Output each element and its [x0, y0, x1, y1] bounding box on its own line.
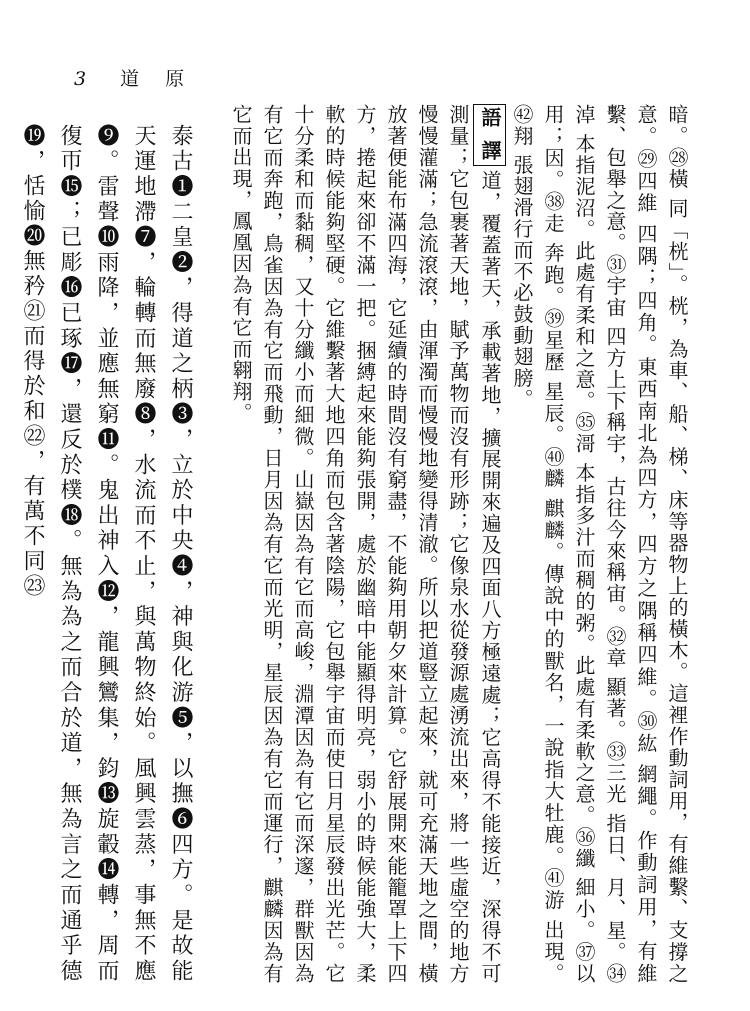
translation-paragraph [225, 104, 506, 984]
page-header [74, 64, 194, 91]
vertical-text-body [20, 104, 692, 984]
source-text: 泰古❶二皇❷，得道之柄❸，立於中央❹，神與化游❺，以撫❻四方。是故能天運地滯❼，輪轉而無廢❽，水流而不止，與萬物終始。風興雲蒸，事無不應❾。雷聲❿雨降，並應無窮⓫。鬼出神入⓬，龍興鸞集，鈞⓭旋轂⓮轉，周而復帀⓯；已彫⓰已琢⓱，還反於樸⓲。無為為之而合於道，無為言之而通乎德⓳，恬愉⓴無矜㉑而得於和㉒，有萬不同㉓ [20, 124, 193, 984]
page-number: 3 [74, 68, 93, 90]
translation-label: 語 譯 [473, 104, 506, 166]
chapter-title: 道 原 [120, 68, 195, 90]
annotations-text: 暗。㉘橫 同「桄」。桄，為車、船、梯、床等器物上的橫木。這裡作動詞用，有維繫、支撐之意。㉙四維 四隅；四角。東西南北為四方，四方之隅稱四維。㉚紘 網繩。作動詞用，有維繫、包舉之意。㉛宇宙 四方上下稱宇，古往今來稱宙。㉜章 顯著。㉝三光 指日、月、星。㉞淖 本指泥沼。此處有柔和之意。㉟滒 本指多汁而稠的粥。此處有柔軟之意。㊱纖 細小。㊲以 用；因。㊳走 奔跑。㊴星歷 星辰。㊵麟 麒麟。傳說中的獸名，一說指大牡鹿。㊶游 出現。㊷翔 張翅滑行而不必鼓動翅膀。 [510, 104, 689, 984]
source-text-paragraph [14, 104, 199, 984]
translation-text: 道，覆蓋著天，承載著地，擴展開來遍及四面八方極遠處；它高得不能接近，深得不可測量；它包裹著天地，賦予萬物而沒有形跡；它像泉水從發源處湧流出來，將一些虛空的地方慢慢灌滿；急流滾滾，由渾濁而慢慢地變得清澈。所以把道豎立起來，就可充滿天地之間，橫放著便能布滿四海，它延續的時間沒有窮盡，不能夠用朝夕來計算。它舒展開來能籠罩上下四方，捲起來卻不滿一把。捆縛起來能夠張開，處於幽暗中能顯得明亮，弱小的時候能強大，柔軟的時候能夠堅硬。它維繫著大地四角而包含著陰陽，它包舉宇宙而使日月星辰發出光芒。它十分柔和而黏稠，又十分纖小而細微。山嶽因為有它而高峻，淵潭因為有它而深邃，群獸因為有它而奔跑，鳥雀因為有它而飛動，日月因為有它而光明，星辰因為有它而運行，麒麟因為有它而出現，鳳凰因為有它而翱翔。 [229, 104, 502, 984]
annotations-paragraph [506, 104, 692, 984]
